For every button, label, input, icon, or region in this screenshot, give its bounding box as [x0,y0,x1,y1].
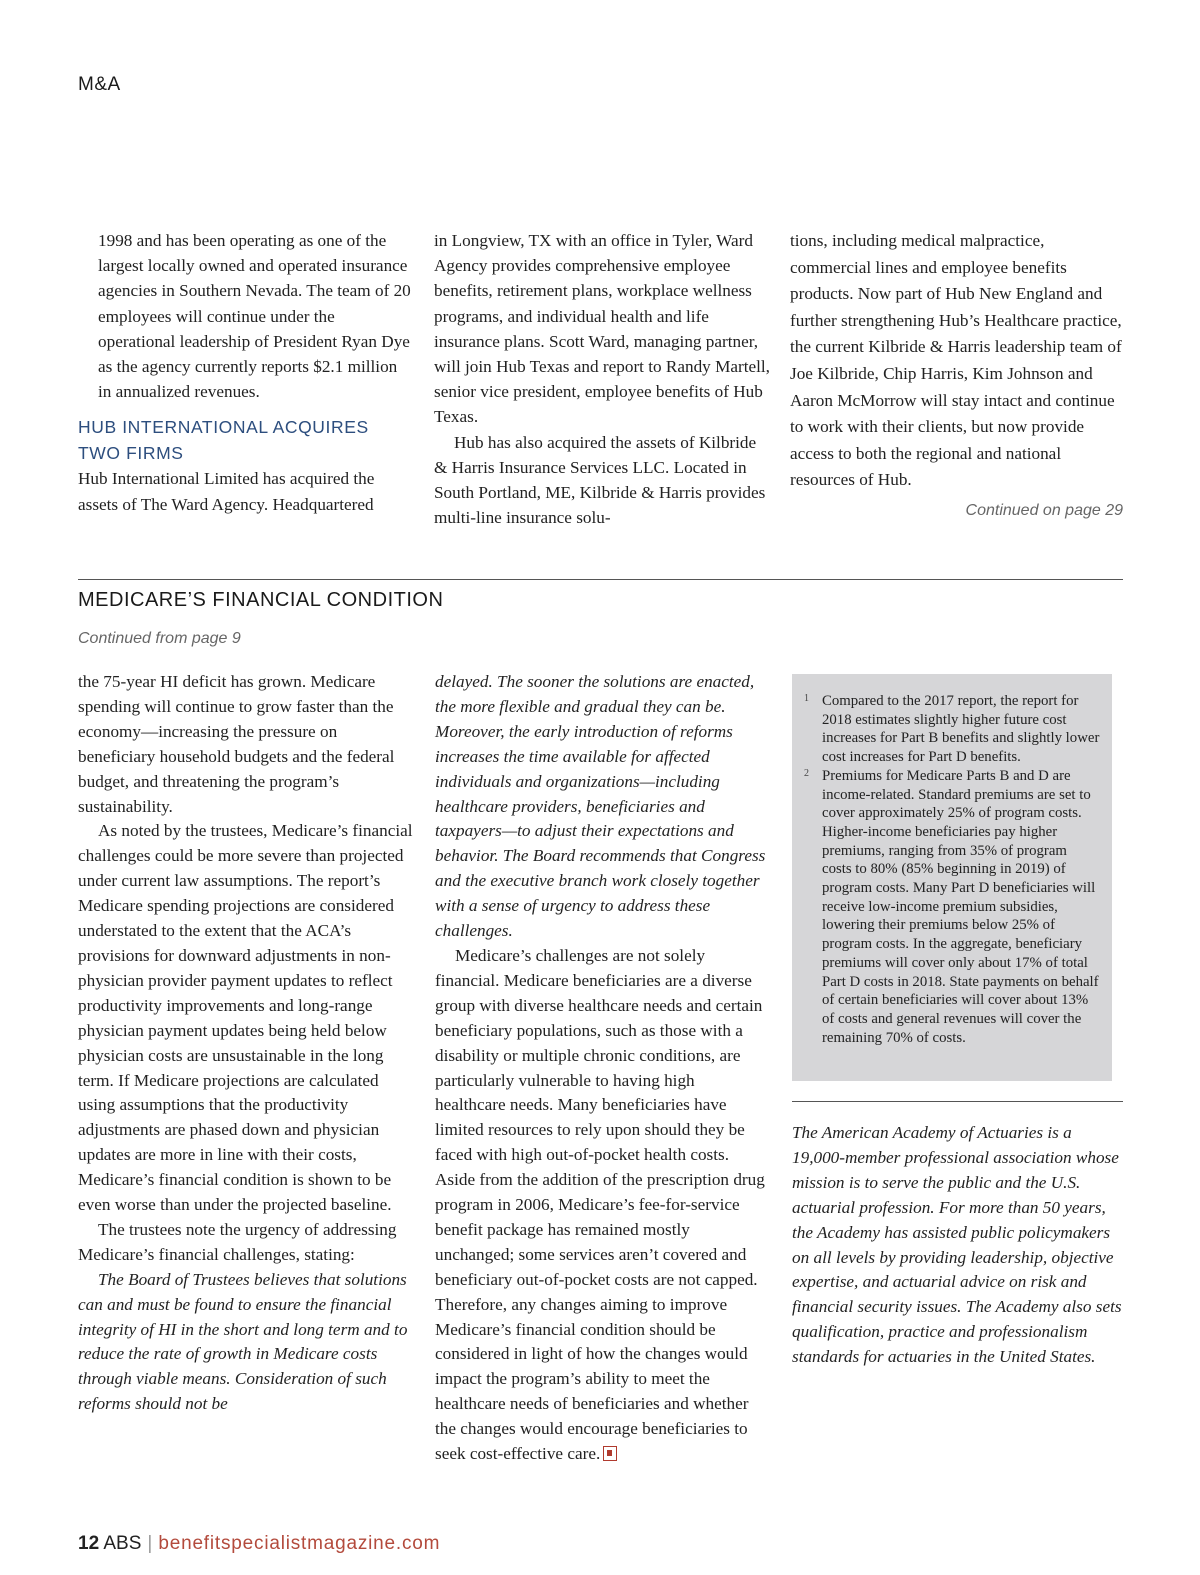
article-col2-paragraph-2-text: Medicare’s challenges are not solely financial. Medicare beneficiaries are a diverse group with diverse healthcare needs and certain beneficiary populations, such as those with a disability or multiple chronic conditions, are particularly vulnerable to having high healthcare needs. Many beneficiaries have limited resources to rely upon should they be faced with high out-of-pocket health costs. Aside from the addition of the prescription drug program in 2006, Medicare’s fee-for-service benefit package has remained mostly unchanged; some services aren’t covered and beneficiary out-of-pocket costs are not capped. Therefore, any changes aiming to improve Medicare’s financial condition should be considered in light of how the changes would impact the program’s ability to meet the healthcare needs of beneficiaries and whether the changes would encourage beneficiaries to seek cost-effective care. [435,945,765,1464]
publication-name: ABS [103,1533,142,1554]
continued-on-page-link[interactable]: Continued on page 29 [965,501,1123,519]
top-column-1 [78,228,412,517]
footnote-2 [802,767,1100,1048]
article-col1-paragraph-2: As noted by the trustees, Medicare’s financial challenges could be more severe than projected under current law assumptions. The report’s Medicare spending projections are considered understated to the extent that the ACA’s provisions for downward adjustments in non-physician provider payment updates to reflect productivity improvements and long-range physician payment updates being held below physician costs are unsustainable in the long term. If Medicare projections are calculated using assumptions that the productivity adjustments are phased down and physician updates are more in line with their costs, Medicare’s financial condition is shown to be even worse than under the projected baseline. [78,821,413,1215]
footer-separator: | [147,1533,153,1554]
footnotes-box [792,674,1112,1081]
top-col1-paragraph-2: Hub International Limited has acquired the assets of The Ward Agency. Headquartered [78,469,375,514]
end-mark-icon [603,1446,617,1461]
top-column-2 [434,228,770,530]
article-column-2 [435,670,769,1467]
continued-from-page-link[interactable]: Continued from page 9 [78,630,241,647]
bio-divider [792,1101,1123,1102]
article-column-1 [78,670,414,1417]
page-number: 12 [78,1533,100,1554]
footnote-2-number: 2 [804,767,809,779]
footnote-1-text: Compared to the 2017 report, the report for 2018 estimates slightly higher future cost increases for Part B benefits and slightly lower cost increases for Part D benefits. [822,693,1100,766]
top-column-3 [790,228,1123,522]
top-col3-paragraph-1: tions, including medical malpractice, commercial lines and employee benefits products. Now part of Hub New England and further strengthening Hub’s Healthcare practice, the current Kilbride & Harris leadership team of Joe Kilbride, Chip Harris, Kim Johnson and Aaron McMorrow will stay intact and continue to work with their clients, but now provide access to both the regional and national resources of Hub. [790,231,1122,490]
top-col2-paragraph-1: in Longview, TX with an office in Tyler, Ward Agency provides comprehensive employee benefits, retirement plans, workplace wellness programs, and individual health and life insurance plans. Scott Ward, managing partner, will join Hub Texas and report to Randy Martell, senior vice president, employee benefits of Hub Texas. [434,231,770,427]
trustees-quote-part-1: The Board of Trustees believes that solutions can and must be found to ensure the financial integrity of HI in the short and long term and to reduce the rate of growth in Medicare costs through viable means. Consideration of such reforms should not be [78,1269,408,1414]
article-col1-paragraph-3: The trustees note the urgency of addressing Medicare’s financial challenges, stating: [78,1219,397,1264]
hub-subhead: HUB INTERNATIONAL ACQUIRES TWO FIRMS [78,417,369,464]
section-divider [78,579,1123,580]
article-col1-paragraph-1: the 75-year HI deficit has grown. Medicare spending will continue to grow faster than the economy—increasing the pressure on beneficiary household budgets and the federal budget, and threatening the program’s sustainability. [78,672,395,816]
article-title: MEDICARE’S FINANCIAL CONDITION [78,589,444,611]
footnote-2-text: Premiums for Medicare Parts B and D are income-related. Standard premiums are set to cover approximately 25% of program costs. Higher-income beneficiaries pay higher premiums, ranging from 35% of program costs to 80% (85% beginning in 2019) of program costs. Many Part D beneficiaries will receive low-income premium subsidies, lowering their premiums below 25% of program costs. In the aggregate, beneficiary premiums will cover only about 17% of total Part D costs in 2018. State payments on behalf of certain beneficiaries will cover about 13% of costs and general revenues will cover the remaining 70% of costs. [822,767,1099,1046]
footnote-1 [802,692,1100,767]
footnote-1-number: 1 [804,693,809,704]
trustees-quote-part-2: delayed. The sooner the solutions are enacted, the more flexible and gradual they can be. Moreover, the early introduction of reforms increases the time available for affected individuals and organizations—including healthcare providers, beneficiaries and taxpayers—to adjust their expectations and behavior. The Board recommends that Congress and the executive branch work closely together with a sense of urgency to address these challenges. [435,672,766,941]
top-col1-paragraph-1: 1998 and has been operating as one of the largest locally owned and operated insurance agencies in Southern Nevada. The team of 20 employees will continue under the operational leadership of President Ryan Dye as the agency currently reports $2.1 million in annualized revenues. [98,231,411,402]
author-bio: The American Academy of Actuaries is a 19,000-member professional association whose mission is to serve the public and the U.S. actuarial profession. For more than 50 years, the Academy has assisted public policymakers on all levels by providing leadership, objective expertise, and actuarial advice on risk and financial security issues. The Academy also sets qualification, practice and professionalism standards for actuaries in the United States. [792,1123,1122,1367]
website-link[interactable]: benefitspecialistmagazine.com [158,1533,441,1554]
section-label: M&A [78,74,121,95]
page-footer [78,1533,440,1555]
article-col2-paragraph-2 [435,944,769,1467]
top-col2-paragraph-2: Hub has also acquired the assets of Kilbride & Harris Insurance Services LLC. Located in South Portland, ME, Kilbride & Harris provides multi-line insurance solu- [434,432,766,528]
